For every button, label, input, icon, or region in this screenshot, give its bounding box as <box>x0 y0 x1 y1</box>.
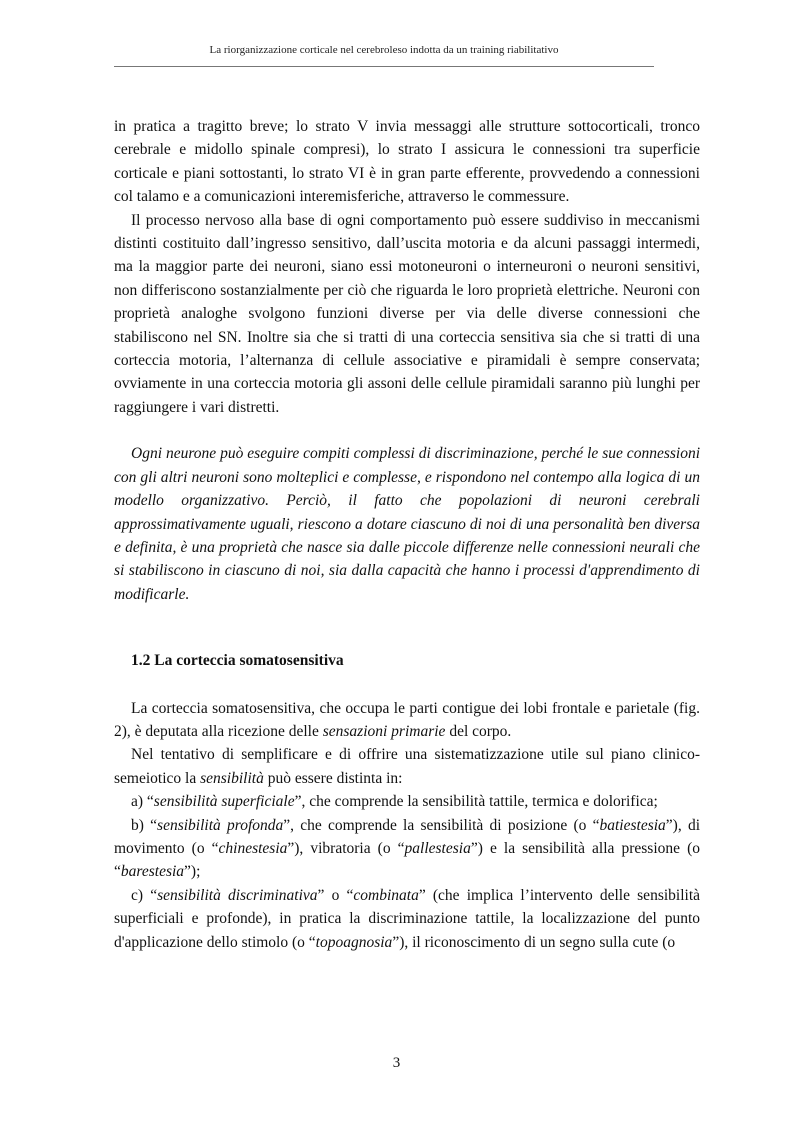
text-span: ”), di movimento (o “ <box>114 816 700 857</box>
paragraph-1: in pratica a tragitto breve; lo strato V invia messaggi alle strutture sottocorticali, tronco cerebrale e midollo spinale compresi), lo strato I assicura le connessioni tra superficie corticale e piani sottostanti, lo strato VI è in gran parte efferente, provvedendo a connessioni col talamo e a comunicazioni interemisferiche, attraverso le commessure. <box>114 118 700 206</box>
emphasis: sensibilità superficiale <box>153 793 295 811</box>
text-span: ”) e la sensibilità alla pressione (o “ <box>114 839 700 881</box>
text-span: può essere distinta in: <box>263 769 403 787</box>
text-span: La corteccia somatosensitiva, che occupa le parti contigue dei lobi frontale e parietale (fig. 2), è deputata alla ricezione delle <box>114 699 700 740</box>
list-item-a <box>114 790 700 813</box>
header-rule <box>114 66 654 67</box>
paragraph-3 <box>114 697 700 744</box>
text-span: del corpo. <box>445 722 512 740</box>
emphasis: sensibilità profonda <box>157 816 284 834</box>
text-span: Nel tentativo di semplificare e di offrire una sistematizzazione utile sul piano clinico-semeiotico la <box>114 746 700 787</box>
text-span: ”), vibratoria (o “ <box>287 839 405 857</box>
emphasis: sensibilità discriminativa <box>157 886 318 904</box>
emphasis: sensazioni primarie <box>322 722 446 740</box>
emphasis: combinata <box>353 886 419 904</box>
list-item-b <box>114 814 700 884</box>
paragraph-2: Il processo nervoso alla base di ogni comportamento può essere suddiviso in meccanismi distinti costituito dall’ingresso sensitivo, dall’uscita motoria e da alcuni passaggi intermedi, ma la maggior parte dei neuroni, siano essi motoneuroni o interneuroni o neuroni sensitivi, non differiscono sostanzialmente per ciò che riguarda le loro proprietà elettriche. Neuroni con proprietà analoghe svolgono funzioni diverse per via delle diverse connessioni che stabiliscono nel SN. Inoltre sia che si tratti di una corteccia sensitiva sia che si tratti di una corteccia motoria, l’alternanza di cellule associative e piramidali è sempre conservata; ovviamente in una corteccia motoria gli assoni delle cellule piramidali saranno più lunghi per raggiungere i vari distretti. <box>114 211 700 416</box>
text-span: ” o “ <box>317 886 354 904</box>
italic-quote-paragraph: Ogni neurone può eseguire compiti complessi di discriminazione, perché le sue connessioni con gli altri neuroni sono molteplici e complesse, e rispondono nel contempo alla logica di un modello organizzativo. Perciò, il fatto che popolazioni di neuroni cerebrali approssimativamente uguali, riescono a dotare ciascuno di noi di una personalità ben diversa e definita, è una proprietà che nasce sia dalle piccole differenze nelle connessioni neurali che si stabiliscono in ciascuno di noi, sia dalla capacità che hanno i processi d'apprendimento di modificarle. <box>114 445 700 603</box>
text-span: ”, che comprende la sensibilità di posizione (o “ <box>283 816 600 834</box>
emphasis: chinestesia <box>218 839 288 857</box>
page-body <box>114 115 700 954</box>
text-span: c) “ <box>131 886 158 904</box>
text-span: ”, che comprende la sensibilità tattile, termica e dolorifica; <box>294 793 658 811</box>
page-number: 3 <box>392 1055 401 1071</box>
emphasis: sensibilità <box>200 769 264 787</box>
text-span: ”), il riconoscimento di un segno sulla cute (o <box>392 933 676 951</box>
text-span: ” (che implica l’intervento delle sensibilità superficiali e profonde), in pratica la discriminazione tattile, la localizzazione del punto d'applicazione dello stimolo (o “ <box>114 886 701 951</box>
section-heading: 1.2 La corteccia somatosensitiva <box>131 652 344 670</box>
paragraph-4 <box>114 743 700 790</box>
text-span: ”); <box>184 863 201 881</box>
emphasis: topoagnosia <box>315 933 393 951</box>
emphasis: pallestesia <box>404 839 471 857</box>
text-span: a) “ <box>131 793 154 811</box>
running-header: La riorganizzazione corticale nel cerebroleso indotta da un training riabilitativo <box>209 44 559 56</box>
emphasis: barestesia <box>120 863 185 881</box>
text-span: b) “ <box>131 816 158 834</box>
emphasis: batiestesia <box>599 816 666 834</box>
list-item-c <box>114 884 700 954</box>
